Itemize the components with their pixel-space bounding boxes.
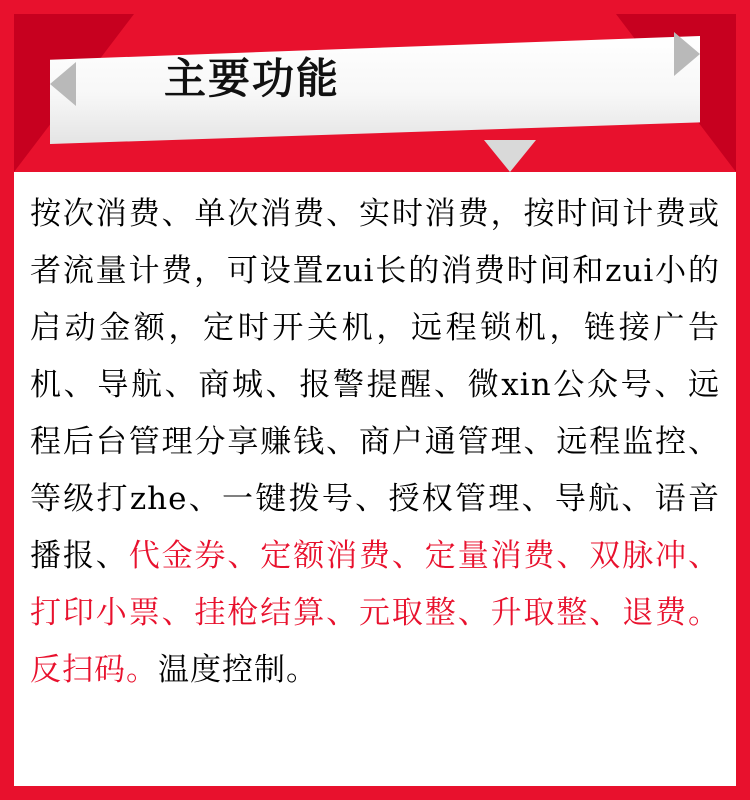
ribbon-notch-decoration xyxy=(484,140,536,172)
feature-text-part-3: 反扫码。 xyxy=(30,652,158,688)
feature-paragraph xyxy=(30,186,720,699)
feature-text-part-4: 温度控制。 xyxy=(158,652,318,688)
ribbon-fold-right-decoration xyxy=(674,32,700,76)
feature-text-part-1: 按次消费、单次消费、实时消费，按时间计费或者流量计费，可设置zui长的消费时间和zui小的启动金额，定时开关机，远程锁机，链接广告机、导航、商城、报警提醒、微xin公众号、远程后台管理分享赚钱、商户通管理、远程监控、等级打zhe、一键拨号、授权管理、导航、语音播报、 xyxy=(30,196,720,574)
ribbon-plaque xyxy=(50,36,700,144)
feature-description xyxy=(14,172,736,699)
ribbon-fold-left-decoration xyxy=(50,62,76,106)
page-title: 主要功能 xyxy=(164,54,341,103)
header-banner xyxy=(14,14,736,172)
feature-text-part-2: 代金券、定额消费、定量消费、双脉冲、打印小票、挂枪结算、元取整、升取整、退费。 xyxy=(30,538,721,631)
